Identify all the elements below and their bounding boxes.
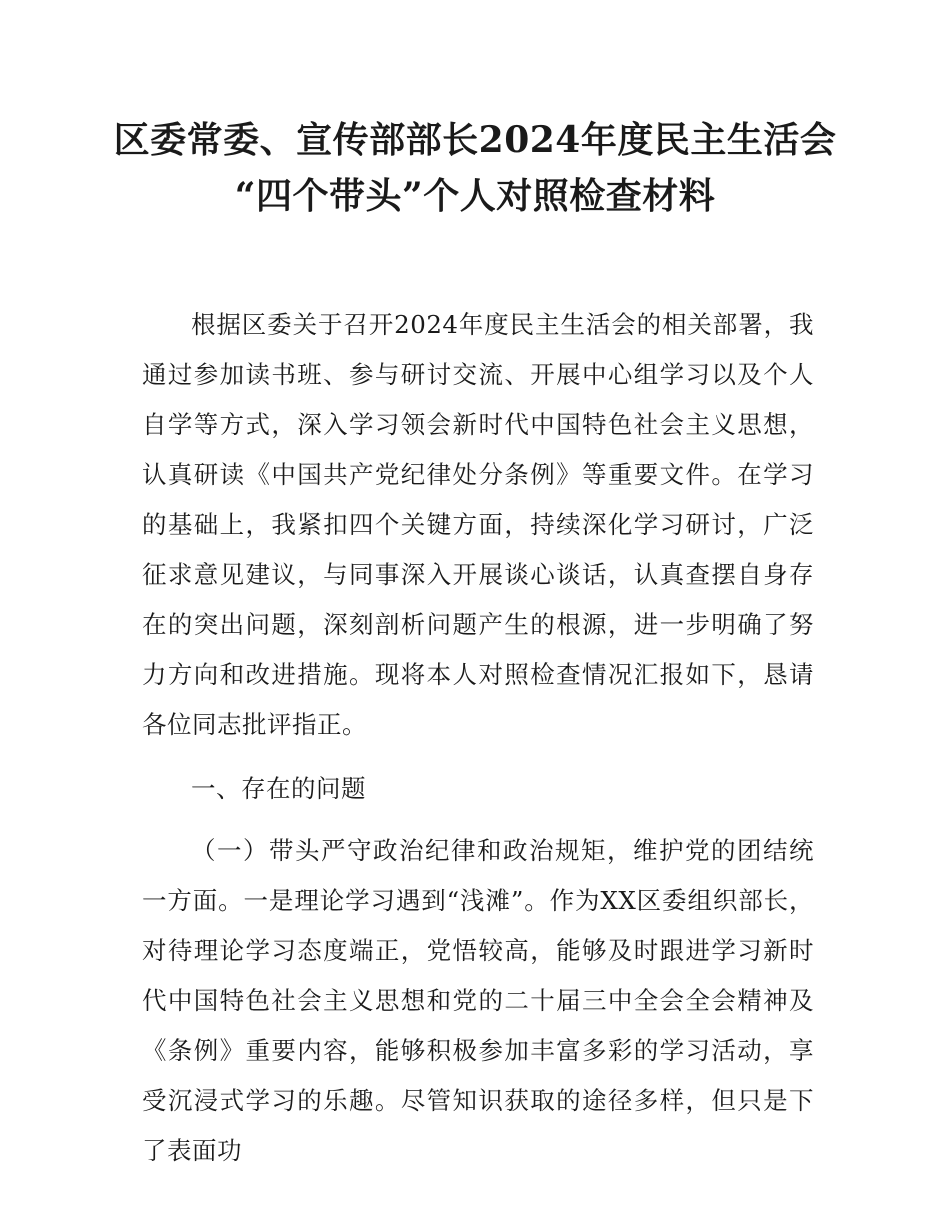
title-line-1: 区委常委、宣传部部长2024年度民主生活会 [113,119,837,161]
document-title [60,112,890,224]
title-line-2: “四个带头”个人对照检查材料 [234,175,716,217]
section-heading: 一、存在的问题 [191,774,366,803]
document-body [142,300,814,1176]
section-paragraph: （一）带头严守政治纪律和政治规矩，维护党的团结统一方面。一是理论学习遇到“浅滩”。作为XX区委组织部长，对待理论学习态度端正，党悟较高，能够及时跟进学习新时代中国特色社会主义思想和党的二十届三中全会全会精神及《条例》重要内容，能够积极参加丰富多彩的学习活动，享受沉浸式学习的乐趣。尽管知识获取的途径多样，但只是下了表面功 [142,836,814,1165]
intro-paragraph: 根据区委关于召开2024年度民主生活会的相关部署，我通过参加读书班、参与研讨交流、开展中心组学习以及个人自学等方式，深入学习领会新时代中国特色社会主义思想，认真研读《中国共产党纪律处分条例》等重要文件。在学习的基础上，我紧扣四个关键方面，持续深化学习研讨，广泛征求意见建议，与同事深入开展谈心谈话，认真查摆自身存在的突出问题，深刻剖析问题产生的根源，进一步明确了努力方向和改进措施。现将本人对照检查情况汇报如下，恳请各位同志批评指正。 [142,310,814,739]
